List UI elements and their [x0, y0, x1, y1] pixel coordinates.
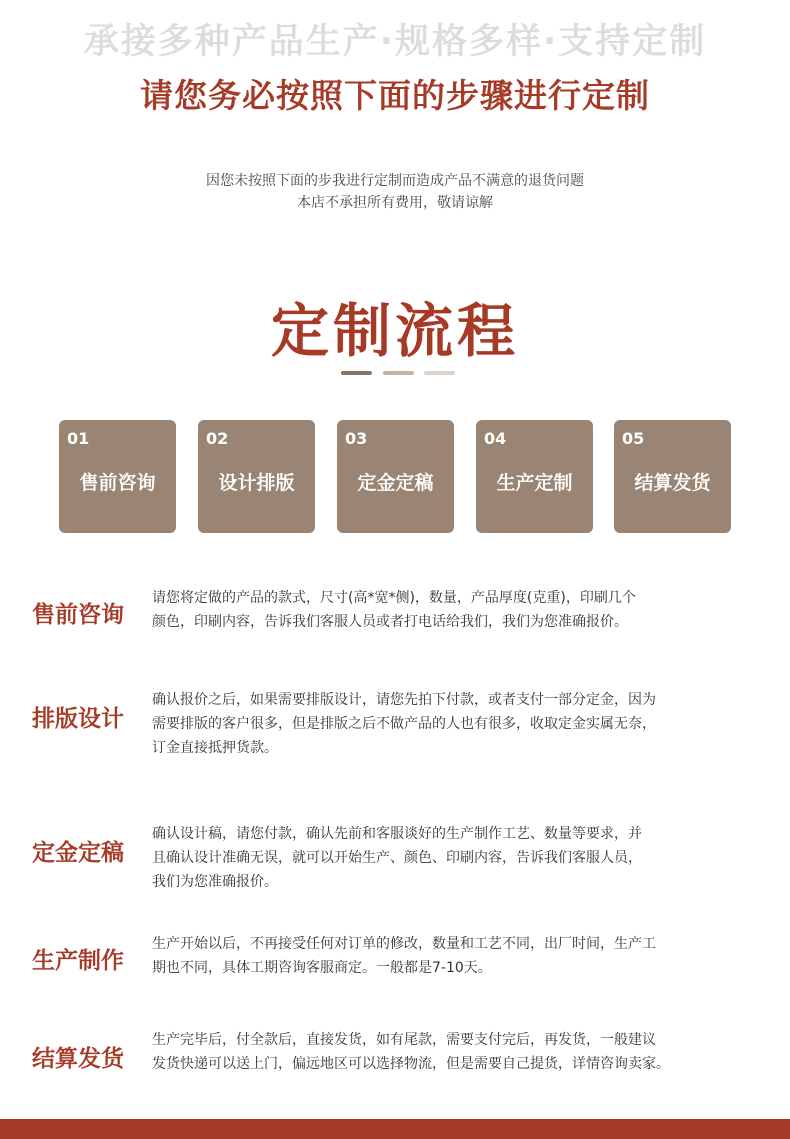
detail-line: 确认设计稿，请您付款，确认先前和客服谈好的生产制作工艺、数量等要求，并: [152, 826, 642, 842]
detail-line: 需要排版的客户很多，但是排版之后不做产品的人也有很多，收取定金实属无奈，: [152, 716, 656, 732]
detail-line: 确认报价之后，如果需要排版设计，请您先拍下付款，或者支付一部分定金，因为: [152, 692, 656, 708]
top-tagline: 承接多种产品生产·规格多样·支持定制: [83, 22, 707, 62]
detail-title-deposit: 定金定稿: [32, 840, 124, 866]
step-card-5: [614, 420, 731, 533]
headline: 请您务必按照下面的步骤进行定制: [140, 76, 650, 115]
detail-line: 期也不同，具体工期咨询客服商定。一般都是7-10天。: [152, 960, 492, 976]
step-card-3: [337, 420, 454, 533]
step-number: 02: [206, 429, 229, 448]
step-card-2: [198, 420, 315, 533]
detail-line: 生产开始以后，不再接受任何对订单的修改，数量和工艺不同，出厂时间，生产工: [152, 936, 656, 952]
detail-title-production: 生产制作: [32, 948, 124, 974]
divider-dash-1: [341, 371, 372, 375]
step-name: 售前咨询: [79, 472, 156, 494]
detail-line: 发货快递可以送上门，偏远地区可以选择物流，但是需要自己提货，详情咨询卖家。: [152, 1056, 670, 1072]
detail-line: 请您将定做的产品的款式，尺寸(高*宽*侧)，数量，产品厚度(克重)，印刷几个: [152, 590, 636, 606]
divider-dash-2: [383, 371, 414, 375]
detail-title-layout: 排版设计: [32, 706, 124, 732]
detail-line: 订金直接抵押货款。: [152, 740, 278, 756]
step-name: 定金定稿: [357, 472, 434, 494]
detail-text-delivery: [152, 1028, 762, 1076]
step-number: 05: [622, 429, 645, 448]
step-name: 结算发货: [634, 472, 711, 494]
detail-line: 生产完毕后，付全款后，直接发货，如有尾款，需要支付完后，再发货，一般建议: [152, 1032, 656, 1048]
detail-text-production: [152, 932, 762, 980]
detail-line: 我们为您准确报价。: [152, 874, 278, 890]
notice-line-2: 本店不承担所有费用，敬请谅解: [297, 195, 493, 211]
step-name: 生产定制: [496, 472, 573, 494]
detail-line: 颜色，印刷内容，告诉我们客服人员或者打电话给我们，我们为您准确报价。: [152, 614, 628, 630]
step-card-1: [59, 420, 176, 533]
step-card-4: [476, 420, 593, 533]
detail-text-deposit: [152, 822, 762, 894]
step-name: 设计排版: [218, 472, 295, 494]
detail-text-consult: [152, 586, 762, 634]
detail-line: 且确认设计准确无误，就可以开始生产、颜色、印刷内容，告诉我们客服人员，: [152, 850, 642, 866]
step-number: 04: [484, 429, 507, 448]
detail-title-delivery: 结算发货: [32, 1046, 124, 1072]
notice-line-1: 因您未按照下面的步我进行定制而造成产品不满意的退货问题: [206, 173, 584, 189]
section-title: 定制流程: [270, 297, 519, 365]
notice: [0, 170, 790, 214]
bottom-bar: [0, 1119, 790, 1139]
step-number: 03: [345, 429, 368, 448]
divider-dash-3: [424, 371, 455, 375]
detail-title-consult: 售前咨询: [32, 602, 124, 628]
step-number: 01: [67, 429, 90, 448]
detail-text-layout: [152, 688, 762, 760]
